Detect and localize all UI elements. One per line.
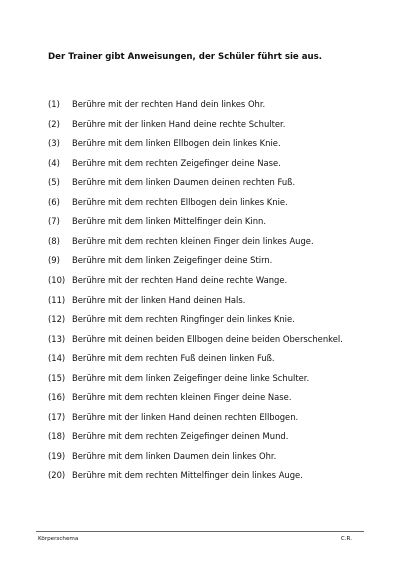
list-item — [48, 391, 291, 403]
item-number: (11) — [48, 295, 66, 305]
list-item — [48, 333, 343, 345]
item-text: Berühre mit dem linken Ellbogen dein linkes Knie. — [72, 138, 281, 148]
list-item — [48, 98, 265, 110]
footer-title: Körperschema — [38, 536, 79, 542]
item-number: (8) — [48, 236, 60, 246]
item-number: (20) — [48, 470, 66, 480]
footer-divider — [36, 531, 364, 532]
item-number: (13) — [48, 334, 66, 344]
item-text: Berühre mit dem linken Zeigefinger deine Stirn. — [72, 255, 273, 265]
item-number: (2) — [48, 119, 60, 129]
item-text: Berühre mit deinen beiden Ellbogen deine beiden Oberschenkel. — [72, 334, 343, 344]
item-number: (3) — [48, 138, 60, 148]
list-item — [48, 274, 287, 286]
item-text: Berühre mit dem linken Daumen deinen rechten Fuß. — [72, 177, 296, 187]
item-text: Berühre mit dem rechten kleinen Finger deine Nase. — [72, 392, 292, 402]
list-item — [48, 450, 276, 462]
list-item — [48, 215, 266, 227]
list-item — [48, 137, 281, 149]
item-number: (5) — [48, 177, 60, 187]
item-number: (4) — [48, 158, 60, 168]
item-text: Berühre mit dem linken Mittelfinger dein Kinn. — [72, 216, 267, 226]
item-text: Berühre mit dem rechten Zeigefinger deinen Mund. — [72, 431, 289, 441]
item-text: Berühre mit dem rechten Mittelfinger dein linkes Auge. — [72, 470, 303, 480]
item-text: Berühre mit der rechten Hand dein linkes Ohr. — [72, 99, 266, 109]
item-number: (12) — [48, 314, 66, 324]
item-text: Berühre mit dem linken Daumen dein linkes Ohr. — [72, 451, 277, 461]
list-item — [48, 372, 309, 384]
item-number: (14) — [48, 353, 66, 363]
item-text: Berühre mit dem rechten Fuß deinen linken Fuß. — [72, 353, 275, 363]
list-item — [48, 469, 303, 481]
item-text: Berühre mit dem rechten Ringfinger dein linkes Knie. — [72, 314, 295, 324]
item-number: (7) — [48, 216, 60, 226]
item-text: Berühre mit der linken Hand deinen Hals. — [72, 295, 246, 305]
list-item — [48, 294, 245, 306]
list-item — [48, 411, 298, 423]
item-text: Berühre mit dem rechten Zeigefinger deine Nase. — [72, 158, 281, 168]
item-text: Berühre mit dem rechten Ellbogen dein linkes Knie. — [72, 197, 288, 207]
list-item — [48, 313, 295, 325]
item-number: (16) — [48, 392, 66, 402]
list-item — [48, 254, 272, 266]
item-number: (17) — [48, 412, 66, 422]
item-text: Berühre mit der linken Hand deine rechte Schulter. — [72, 119, 286, 129]
footer-initials: C.R. — [340, 536, 352, 542]
item-number: (1) — [48, 99, 60, 109]
item-text: Berühre mit dem linken Zeigefinger deine linke Schulter. — [72, 373, 310, 383]
item-number: (19) — [48, 451, 66, 461]
item-text: Berühre mit der linken Hand deinen rechten Ellbogen. — [72, 412, 299, 422]
list-item — [48, 352, 275, 364]
item-number: (18) — [48, 431, 66, 441]
list-item — [48, 176, 295, 188]
list-item — [48, 430, 288, 442]
list-item — [48, 157, 281, 169]
item-number: (10) — [48, 275, 66, 285]
item-number: (15) — [48, 373, 66, 383]
list-item — [48, 196, 288, 208]
item-text: Berühre mit dem rechten kleinen Finger dein linkes Auge. — [72, 236, 314, 246]
item-text: Berühre mit der rechten Hand deine rechte Wange. — [72, 275, 288, 285]
page-heading: Der Trainer gibt Anweisungen, der Schüler führt sie aus. — [48, 52, 323, 62]
list-item — [48, 235, 314, 247]
item-number: (9) — [48, 255, 60, 265]
list-item — [48, 118, 285, 130]
item-number: (6) — [48, 197, 60, 207]
